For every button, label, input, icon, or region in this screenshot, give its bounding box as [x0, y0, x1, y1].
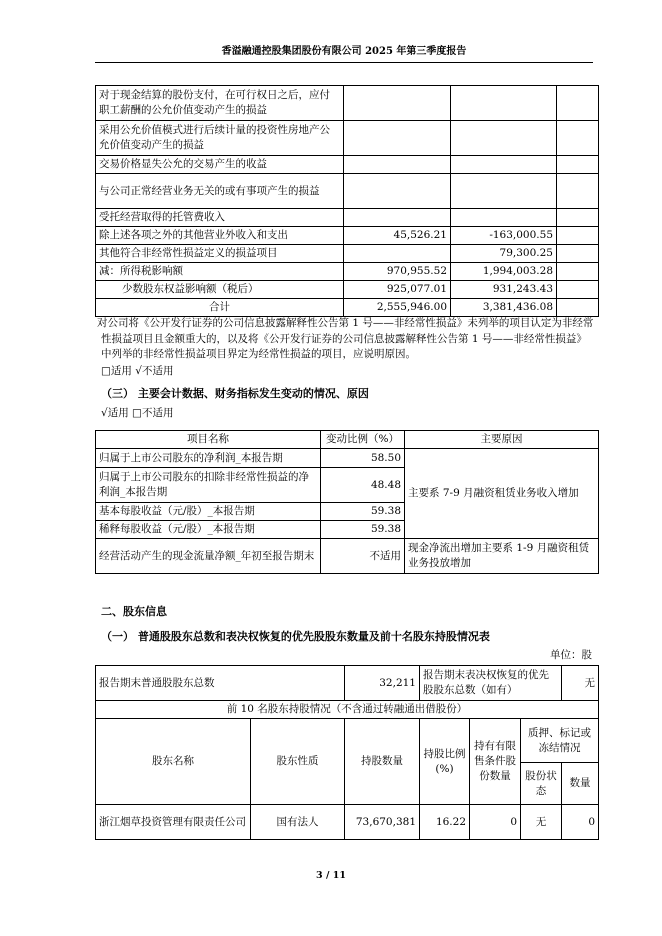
ytd-cell	[451, 174, 557, 209]
unit-label: 单位：股	[550, 649, 592, 661]
current-period-cell	[344, 209, 451, 227]
header-qty: 持股数量	[345, 719, 420, 805]
current-period-cell: 45,526.21	[344, 227, 451, 245]
preferred-holders-value: 无	[562, 666, 599, 701]
ratio-cell: 48.48	[321, 468, 405, 503]
ytd-cell	[451, 156, 557, 174]
current-period-cell: 925,077.01	[344, 281, 451, 299]
item-cell: 对于现金结算的股份支付，在可行权日之后，应付职工薪酬的公允价值变动产生的损益	[96, 86, 344, 121]
ytd-cell: 931,243.43	[451, 281, 557, 299]
item-cell: 经营活动产生的现金流量净额_年初至报告期末	[96, 539, 321, 574]
table-row	[96, 539, 599, 574]
item-cell: 减：所得税影响额	[96, 263, 344, 281]
table-row	[96, 805, 599, 840]
item-cell: 基本每股收益（元/股）_本报告期	[96, 503, 321, 521]
section-3-title: （三） 主要会计数据、财务指标发生变动的情况、原因	[101, 387, 369, 400]
ytd-cell: 3,381,436.08	[451, 299, 557, 317]
header-reason: 主要原因	[405, 431, 599, 449]
table-row	[96, 86, 599, 121]
shareholder-restricted-cell: 0	[470, 805, 521, 840]
summary-row	[96, 666, 599, 701]
ytd-cell: -163,000.55	[451, 227, 557, 245]
header-pledge: 质押、标记或冻结情况	[521, 719, 599, 763]
note-cell	[557, 227, 599, 245]
item-cell: 采用公允价值模式进行后续计量的投资性房地产公允价值变动产生的损益	[96, 121, 344, 156]
item-cell: 受托经营取得的托管费收入	[96, 209, 344, 227]
table-row	[96, 263, 599, 281]
note-cell	[557, 263, 599, 281]
key-data-change-table	[95, 430, 599, 574]
shareholders-subtitle: （一） 普通股股东总数和表决权恢复的优先股股东数量及前十名股东持股情况表	[101, 630, 490, 643]
shareholder-pledge-status-cell: 无	[521, 805, 562, 840]
current-period-cell	[344, 86, 451, 121]
item-cell: 归属于上市公司股东的净利润_本报告期	[96, 449, 321, 468]
non-recurring-note: 对公司将《公开发行证券的公司信息披露解释性公告第 1 号——非经常性损益》未列举的项目认定为非经常性损益项目且金额重大的，以及将《公开发行证券的公司信息披露解释性公告第 1 号——非经常性损益》中列举的非经常性损益项目界定为经常性损益的项目，应说明原因。	[97, 317, 594, 360]
ratio-cell: 不适用	[321, 539, 405, 574]
shareholder-pledge-qty-cell: 0	[562, 805, 599, 840]
shareholder-name-cell: 浙江烟草投资管理有限责任公司	[96, 805, 251, 840]
top10-title-row	[96, 701, 599, 719]
note-cell	[557, 281, 599, 299]
top10-title: 前 10 名股东持股情况（不含通过转融通出借股份）	[96, 701, 599, 719]
section-2-title: 二、股东信息	[101, 605, 167, 618]
item-cell: 合计	[96, 299, 344, 317]
table-row	[96, 449, 599, 468]
ytd-cell	[451, 209, 557, 227]
note-cell	[557, 156, 599, 174]
shareholder-qty-cell: 73,670,381	[345, 805, 420, 840]
header-nature: 股东性质	[251, 719, 345, 805]
table-row	[96, 156, 599, 174]
ytd-cell: 1,994,003.28	[451, 263, 557, 281]
non-recurring-items-table	[95, 85, 599, 317]
note-cell	[557, 245, 599, 263]
applicable-checkbox-2: √适用 □不适用	[101, 407, 174, 419]
note-cell	[557, 299, 599, 317]
note-cell	[557, 121, 599, 156]
ratio-cell: 58.50	[321, 449, 405, 468]
item-cell: 稀释每股收益（元/股）_本报告期	[96, 521, 321, 539]
item-cell: 交易价格显失公允的交易产生的收益	[96, 156, 344, 174]
header-pledge-qty: 数量	[562, 763, 599, 805]
item-cell: 与公司正常经营业务无关的或有事项产生的损益	[96, 174, 344, 209]
current-period-cell: 970,955.52	[344, 263, 451, 281]
table-row	[96, 227, 599, 245]
table-header-row	[96, 431, 599, 449]
item-cell: 其他符合非经常性损益定义的损益项目	[96, 245, 344, 263]
ratio-cell: 59.38	[321, 503, 405, 521]
note-cell	[557, 174, 599, 209]
applicable-checkbox-1: □适用 √不适用	[101, 365, 174, 377]
header-restricted: 持有有限售条件股份数量	[470, 719, 521, 805]
shareholders-table	[95, 665, 599, 840]
header-ratio: 持股比例(%)	[420, 719, 470, 805]
ratio-cell: 59.38	[321, 521, 405, 539]
ytd-cell	[451, 121, 557, 156]
shareholder-nature-cell: 国有法人	[251, 805, 345, 840]
table-row	[96, 121, 599, 156]
current-period-cell: 2,555,946.00	[344, 299, 451, 317]
table-row	[96, 299, 599, 317]
note-cell	[557, 209, 599, 227]
table-row	[96, 281, 599, 299]
item-cell: 少数股东权益影响额（税后）	[96, 281, 344, 299]
total-holders-label: 报告期末普通股股东总数	[96, 666, 345, 701]
total-holders-value: 32,211	[345, 666, 420, 701]
current-period-cell	[344, 121, 451, 156]
page-header: 香溢融通控股集团股份有限公司 2025 年第三季度报告	[95, 42, 593, 63]
header-ratio: 变动比例（%）	[321, 431, 405, 449]
header-item: 项目名称	[96, 431, 321, 449]
ytd-cell: 79,300.25	[451, 245, 557, 263]
ytd-cell	[451, 86, 557, 121]
note-cell	[557, 86, 599, 121]
current-period-cell	[344, 245, 451, 263]
table-header-row	[96, 719, 599, 763]
page-number: 3 / 11	[316, 870, 346, 881]
table-row	[96, 174, 599, 209]
current-period-cell	[344, 174, 451, 209]
shareholder-ratio-cell: 16.22	[420, 805, 470, 840]
preferred-holders-label: 报告期末表决权恢复的优先股股东总数（如有）	[420, 666, 562, 701]
item-cell: 归属于上市公司股东的扣除非经常性损益的净利润_本报告期	[96, 468, 321, 503]
table-row	[96, 245, 599, 263]
table-row	[96, 209, 599, 227]
reason-cell: 主要系 7-9 月融资租赁业务收入增加	[405, 449, 599, 539]
reason-cell: 现金净流出增加主要系 1-9 月融资租赁业务投放增加	[405, 539, 599, 574]
header-name: 股东名称	[96, 719, 251, 805]
current-period-cell	[344, 156, 451, 174]
item-cell: 除上述各项之外的其他营业外收入和支出	[96, 227, 344, 245]
header-pledge-status: 股份状态	[521, 763, 562, 805]
